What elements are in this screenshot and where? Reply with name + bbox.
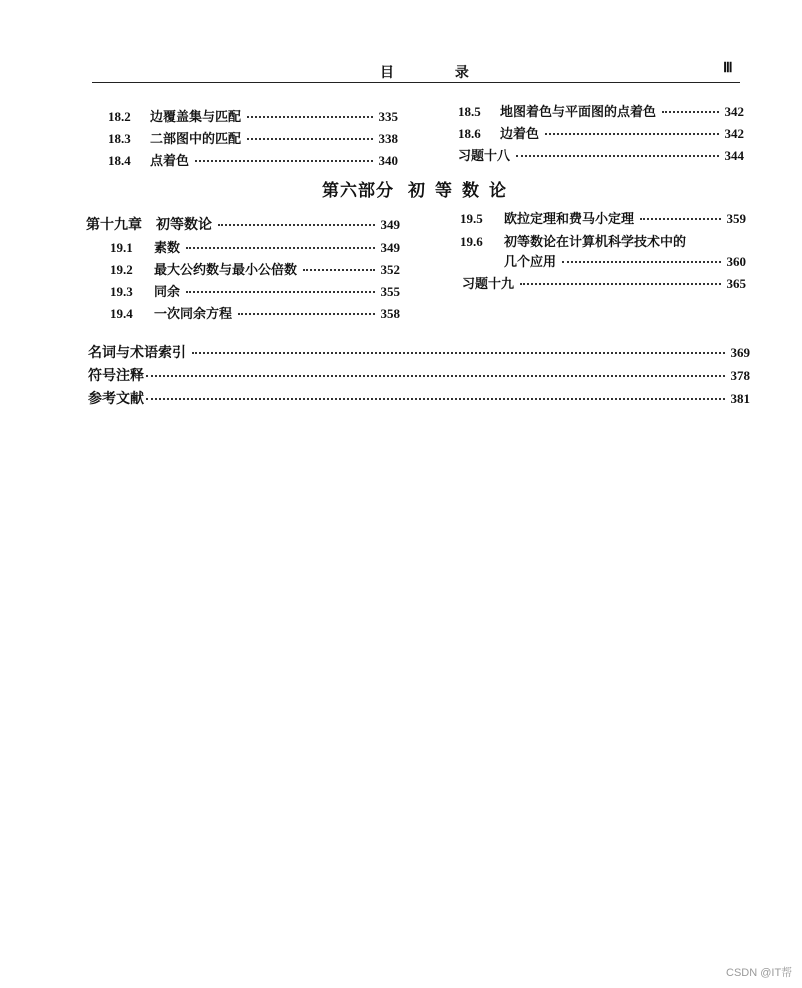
part-subject: 初等数论 <box>408 181 516 201</box>
toc-page-number: 358 <box>380 306 400 321</box>
toc-entry-19-4[interactable] <box>110 303 400 322</box>
toc-section-title: 一次同余方程 <box>154 307 233 322</box>
toc-section-number: 18.6 <box>458 126 481 141</box>
dot-leader <box>303 269 374 271</box>
toc-page-number: 352 <box>380 262 400 277</box>
toc-section-title: 同余 <box>154 285 181 300</box>
dot-leader <box>247 138 372 140</box>
header-rule <box>92 82 740 83</box>
dot-leader <box>640 218 720 220</box>
toc-section-title: 边着色 <box>500 127 540 142</box>
toc-section-title: 边覆盖集与匹配 <box>150 110 242 125</box>
toc-entry-19-6[interactable] <box>460 231 746 250</box>
dot-leader <box>218 224 375 226</box>
dot-leader <box>520 283 720 285</box>
toc-section-title: 素数 <box>154 241 181 256</box>
toc-section-number: 18.2 <box>108 109 131 124</box>
toc-section-title: 点着色 <box>150 154 190 169</box>
dot-leader <box>562 261 720 263</box>
toc-entry-19-1[interactable] <box>110 237 400 256</box>
toc-page-number: 342 <box>724 126 744 141</box>
toc-entry-18-4[interactable] <box>108 150 398 169</box>
dot-leader <box>195 160 372 162</box>
page-title: 目 录 <box>380 65 497 81</box>
toc-section-number: 18.4 <box>108 153 131 168</box>
toc-section-title: 习题十九 <box>462 277 515 292</box>
part-label: 第六部分 <box>322 181 394 201</box>
toc-entry-19-2[interactable] <box>110 259 400 278</box>
toc-entry-chapter-19[interactable] <box>86 214 400 234</box>
toc-section-title: 初等数论在计算机科学技术中的 <box>504 235 687 250</box>
dot-leader <box>662 111 718 113</box>
toc-chapter-label: 第十九章 <box>86 217 142 233</box>
toc-page-number: 355 <box>380 284 400 299</box>
toc-section-title: 名词与术语索引 <box>88 345 186 361</box>
toc-entry-18-6[interactable] <box>458 123 744 142</box>
toc-entry-19-3[interactable] <box>110 281 400 300</box>
toc-page-number: 338 <box>378 131 398 146</box>
toc-page-number: 381 <box>730 391 750 406</box>
toc-section-number: 19.6 <box>460 234 483 249</box>
dot-leader <box>186 247 374 249</box>
page-header <box>0 58 802 82</box>
toc-page-number: 359 <box>726 211 746 226</box>
dot-leader <box>146 375 725 377</box>
toc-section-number: 19.5 <box>460 211 483 226</box>
toc-section-number: 19.4 <box>110 306 133 321</box>
toc-entry-19-6-cont[interactable] <box>504 251 746 270</box>
toc-page-number: 369 <box>730 345 750 360</box>
dot-leader <box>238 313 374 315</box>
part-heading <box>322 176 516 201</box>
toc-section-number: 18.3 <box>108 131 131 146</box>
watermark-text: CSDN @IT帮 <box>726 967 793 979</box>
dot-leader <box>192 352 725 354</box>
toc-page-number: 365 <box>726 276 746 291</box>
toc-chapter-title: 初等数论 <box>156 217 212 233</box>
toc-page-number: 349 <box>380 240 400 255</box>
toc-section-title: 参考文献 <box>88 391 144 407</box>
toc-page-number: 335 <box>378 109 398 124</box>
dot-leader <box>516 155 718 157</box>
toc-entry-18-5[interactable] <box>458 101 744 120</box>
toc-section-title: 符号注释 <box>88 368 144 384</box>
toc-page-number: 378 <box>730 368 750 383</box>
toc-section-number: 19.1 <box>110 240 133 255</box>
dot-leader <box>545 133 718 135</box>
toc-section-number: 19.2 <box>110 262 133 277</box>
toc-entry-18-3[interactable] <box>108 128 398 147</box>
toc-section-title-cont: 几个应用 <box>504 255 557 270</box>
toc-page-number: 340 <box>378 153 398 168</box>
toc-section-title: 欧拉定理和费马小定理 <box>504 212 635 227</box>
toc-entry-18-2[interactable] <box>108 106 398 125</box>
toc-entry-symbols[interactable] <box>88 365 750 385</box>
toc-entry-19-5[interactable] <box>460 208 746 227</box>
toc-entry-exercises-18[interactable] <box>458 145 744 164</box>
toc-section-number: 19.3 <box>110 284 133 299</box>
toc-page-number: 344 <box>724 148 744 163</box>
toc-section-title: 二部图中的匹配 <box>150 132 242 147</box>
page-number-roman: Ⅲ <box>723 61 733 76</box>
toc-section-title: 习题十八 <box>458 149 511 164</box>
toc-section-number: 18.5 <box>458 104 481 119</box>
toc-page-number: 342 <box>724 104 744 119</box>
toc-entry-references[interactable] <box>88 388 750 408</box>
toc-section-title: 地图着色与平面图的点着色 <box>500 105 657 120</box>
dot-leader <box>247 116 372 118</box>
toc-page-number: 349 <box>380 217 400 232</box>
toc-page-number: 360 <box>726 254 746 269</box>
toc-entry-glossary[interactable] <box>88 342 750 362</box>
toc-entry-exercises-19[interactable] <box>462 273 746 292</box>
dot-leader <box>146 398 725 400</box>
toc-section-title: 最大公约数与最小公倍数 <box>154 263 298 278</box>
dot-leader <box>186 291 374 293</box>
